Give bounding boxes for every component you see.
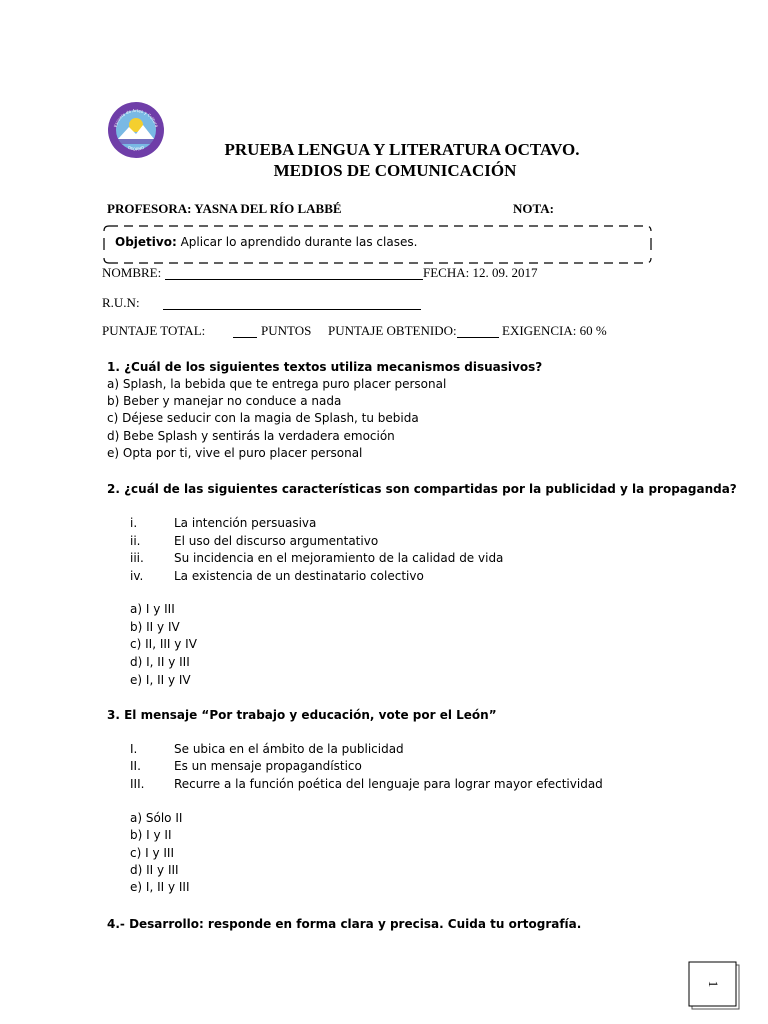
- logo-bottom-text: OSORNO: [126, 144, 146, 152]
- option-letter: e): [107, 446, 120, 460]
- q3-statement-label: III.: [130, 777, 145, 791]
- page-number-box: [688, 961, 741, 1011]
- grade-label: NOTA:: [513, 201, 554, 216]
- q1-option-a[interactable]: [107, 377, 446, 391]
- q3-option-e[interactable]: [130, 880, 190, 894]
- q2-statement-label: iv.: [130, 569, 144, 583]
- option-letter: e): [130, 673, 143, 687]
- q3-option-b[interactable]: [130, 828, 172, 842]
- option-letter: b): [130, 620, 143, 634]
- q1-option-b[interactable]: [107, 394, 341, 408]
- run-label: R.U.N:: [102, 295, 140, 310]
- question-3-text: 3. El mensaje “Por trabajo y educación, vote por el León”: [107, 708, 497, 722]
- q2-statement-text: El uso del discurso argumentativo: [174, 534, 379, 548]
- option-letter: c): [130, 637, 142, 651]
- option-text: I y III: [145, 602, 175, 616]
- date-label: FECHA: 12. 09. 2017: [423, 265, 538, 280]
- q1-option-d[interactable]: [107, 429, 395, 443]
- option-letter: b): [130, 828, 143, 842]
- option-text: II y III: [146, 863, 179, 877]
- q2-option-d[interactable]: [130, 655, 190, 669]
- q3-option-a[interactable]: [130, 811, 182, 825]
- objective-description: Aplicar lo aprendido durante las clases.: [180, 235, 418, 249]
- q1-option-c[interactable]: [107, 411, 419, 425]
- question-1-text: 1. ¿Cuál de los siguientes textos utiliza mecanismos disuasivos?: [107, 360, 543, 374]
- q3-statement-label: I.: [130, 742, 138, 756]
- option-text: Splash, la bebida que te entrega puro placer personal: [122, 377, 447, 391]
- option-text: I, II y IV: [145, 673, 191, 687]
- question-2-text: 2. ¿cuál de las siguientes características son compartidas por la publicidad y la propaganda?: [107, 482, 737, 496]
- option-letter: d): [130, 655, 143, 669]
- option-text: I, II y III: [145, 880, 190, 894]
- name-blank-line[interactable]: [165, 279, 423, 280]
- total-score-label: PUNTAJE TOTAL:: [102, 323, 206, 338]
- run-blank-line[interactable]: [163, 309, 421, 310]
- option-letter: c): [130, 846, 142, 860]
- option-letter: a): [130, 602, 143, 616]
- option-text: II, III y IV: [145, 637, 197, 651]
- option-text: I, II y III: [146, 655, 190, 669]
- option-text: I y II: [146, 828, 172, 842]
- option-letter: e): [130, 880, 143, 894]
- q3-statement-text: Recurre a la función poética del lenguaje para lograr mayor efectividad: [174, 777, 603, 791]
- teacher-label: PROFESORA: YASNA DEL RÍO LABBÉ: [107, 201, 342, 216]
- obtained-score-blank[interactable]: [457, 337, 499, 338]
- obtained-score-label: PUNTAJE OBTENIDO:: [328, 323, 457, 338]
- q2-option-c[interactable]: [130, 637, 197, 651]
- q2-statement-text: La existencia de un destinatario colectivo: [174, 569, 424, 583]
- option-letter: c): [107, 411, 119, 425]
- option-text: II y IV: [146, 620, 180, 634]
- q2-option-e[interactable]: [130, 673, 191, 687]
- points-label: PUNTOS: [261, 323, 312, 338]
- total-score-blank[interactable]: [233, 337, 257, 338]
- option-text: Sólo II: [145, 811, 183, 825]
- q3-statement-text: Se ubica en el ámbito de la publicidad: [174, 742, 404, 756]
- objective-label: Objetivo:: [115, 235, 177, 249]
- q3-option-d[interactable]: [130, 863, 179, 877]
- option-letter: d): [130, 863, 143, 877]
- test-subtitle: MEDIOS DE COMUNICACIÓN: [273, 161, 517, 180]
- q2-statement-text: Su incidencia en el mejoramiento de la calidad de vida: [174, 551, 504, 565]
- name-label: NOMBRE:: [102, 265, 162, 280]
- objective-text: [115, 235, 417, 249]
- q1-option-e[interactable]: [107, 446, 362, 460]
- option-letter: b): [107, 394, 120, 408]
- q2-statement-label: ii.: [130, 534, 141, 548]
- option-letter: a): [130, 811, 143, 825]
- option-text: Bebe Splash y sentirás la verdadera emoción: [123, 429, 395, 443]
- logo-top-text: Escuela de Artes y Cultura: [112, 107, 160, 128]
- test-title: PRUEBA LENGUA Y LITERATURA OCTAVO.: [224, 140, 580, 159]
- q2-statement-label: iii.: [130, 551, 144, 565]
- option-letter: d): [107, 429, 120, 443]
- q3-statement-text: Es un mensaje propagandístico: [174, 759, 362, 773]
- q2-statement-label: i.: [130, 516, 138, 530]
- option-text: Beber y manejar no conduce a nada: [123, 394, 342, 408]
- q3-option-c[interactable]: [130, 846, 174, 860]
- option-letter: a): [107, 377, 120, 391]
- question-4-text: 4.- Desarrollo: responde en forma clara y precisa. Cuida tu ortografía.: [107, 917, 582, 931]
- q3-statement-label: II.: [130, 759, 141, 773]
- page-number: 1: [706, 980, 722, 988]
- q2-statement-text: La intención persuasiva: [174, 516, 317, 530]
- q2-option-b[interactable]: [130, 620, 180, 634]
- requirement-label: EXIGENCIA: 60 %: [502, 323, 607, 338]
- option-text: Déjese seducir con la magia de Splash, tu bebida: [122, 411, 419, 425]
- option-text: Opta por ti, vive el puro placer personal: [122, 446, 363, 460]
- option-text: I y III: [145, 846, 174, 860]
- q2-option-a[interactable]: [130, 602, 175, 616]
